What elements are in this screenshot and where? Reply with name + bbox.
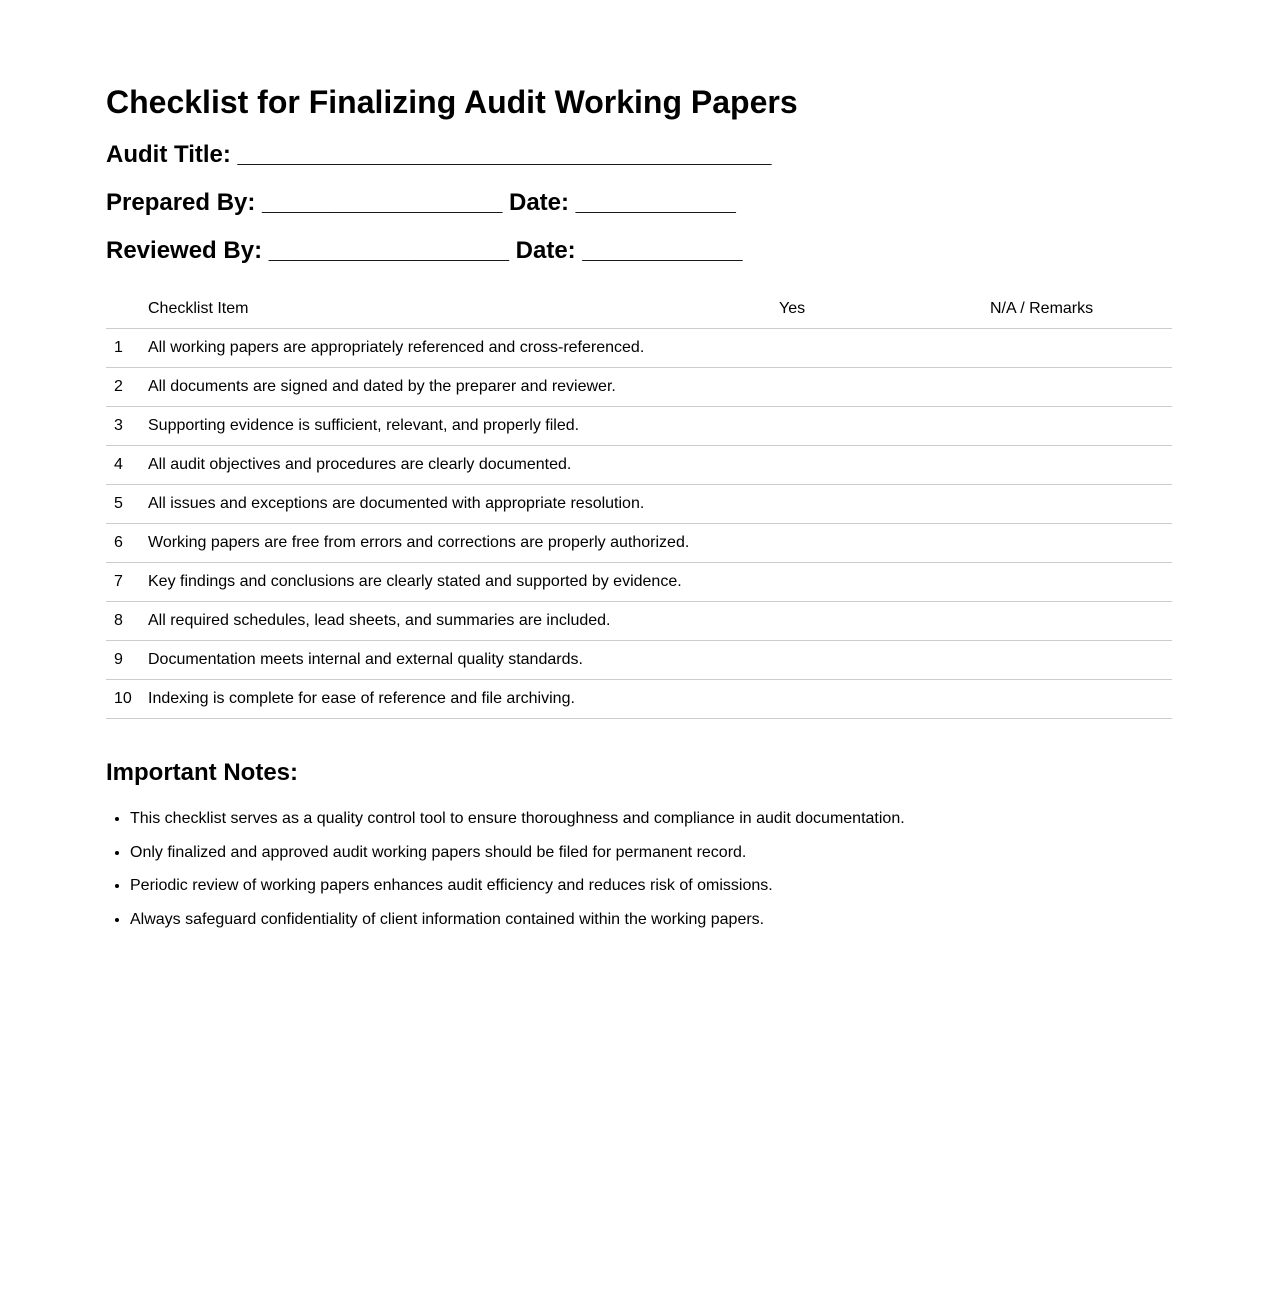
table-row: [106, 368, 1172, 407]
row-yes-cell[interactable]: [779, 329, 990, 368]
row-number: 9: [106, 641, 148, 680]
row-number: 5: [106, 485, 148, 524]
table-header-row: [106, 290, 1172, 329]
row-yes-cell[interactable]: [779, 680, 990, 719]
note-item: • Always safeguard confidentiality of client information contained within the working papers.: [130, 903, 1170, 937]
table-row: [106, 485, 1172, 524]
row-remarks-cell[interactable]: [990, 407, 1172, 446]
checklist-table: [106, 290, 1172, 719]
header-na-remarks: N/A / Remarks: [990, 290, 1172, 329]
table-row: [106, 602, 1172, 641]
row-yes-cell[interactable]: [779, 407, 990, 446]
row-yes-cell[interactable]: [779, 563, 990, 602]
table-row: [106, 680, 1172, 719]
row-item: Key findings and conclusions are clearly stated and supported by evidence.: [148, 563, 779, 602]
row-item: All issues and exceptions are documented with appropriate resolution.: [148, 485, 779, 524]
note-item: • This checklist serves as a quality control tool to ensure thoroughness and compliance in audit documentation.: [130, 802, 1170, 836]
row-remarks-cell[interactable]: [990, 563, 1172, 602]
table-row: [106, 329, 1172, 368]
row-item: All working papers are appropriately referenced and cross-referenced.: [148, 329, 779, 368]
row-number: 7: [106, 563, 148, 602]
row-remarks-cell[interactable]: [990, 485, 1172, 524]
header-number: [106, 290, 148, 329]
row-remarks-cell[interactable]: [990, 602, 1172, 641]
row-item: Indexing is complete for ease of reference and file archiving.: [148, 680, 779, 719]
table-row: [106, 524, 1172, 563]
audit-title-field: Audit Title: ________________________________________: [106, 141, 772, 168]
row-remarks-cell[interactable]: [990, 524, 1172, 563]
row-number: 6: [106, 524, 148, 563]
row-yes-cell[interactable]: [779, 602, 990, 641]
row-item: All documents are signed and dated by the preparer and reviewer.: [148, 368, 779, 407]
prepared-by-field: Prepared By: __________________ Date: ____________: [106, 189, 736, 216]
notes-list: [106, 802, 1170, 936]
checklist-body: [106, 329, 1172, 719]
table-row: [106, 563, 1172, 602]
row-remarks-cell[interactable]: [990, 680, 1172, 719]
row-yes-cell[interactable]: [779, 485, 990, 524]
row-remarks-cell[interactable]: [990, 329, 1172, 368]
row-remarks-cell[interactable]: [990, 368, 1172, 407]
row-item: All required schedules, lead sheets, and summaries are included.: [148, 602, 779, 641]
row-yes-cell[interactable]: [779, 524, 990, 563]
row-yes-cell[interactable]: [779, 368, 990, 407]
notes-heading: Important Notes:: [106, 759, 298, 786]
row-number: 10: [106, 680, 148, 719]
row-remarks-cell[interactable]: [990, 446, 1172, 485]
reviewed-by-field: Reviewed By: __________________ Date: ____________: [106, 237, 743, 264]
row-item: Working papers are free from errors and corrections are properly authorized.: [148, 524, 779, 563]
row-number: 8: [106, 602, 148, 641]
row-number: 1: [106, 329, 148, 368]
row-number: 4: [106, 446, 148, 485]
row-remarks-cell[interactable]: [990, 641, 1172, 680]
note-item: • Only finalized and approved audit working papers should be filed for permanent record.: [130, 836, 1170, 870]
table-row: [106, 407, 1172, 446]
row-number: 3: [106, 407, 148, 446]
table-row: [106, 641, 1172, 680]
note-item: • Periodic review of working papers enhances audit efficiency and reduces risk of omissions.: [130, 869, 1170, 903]
document-title: Checklist for Finalizing Audit Working Papers: [106, 84, 798, 120]
header-checklist-item: Checklist Item: [148, 290, 779, 329]
row-number: 2: [106, 368, 148, 407]
row-item: Supporting evidence is sufficient, relevant, and properly filed.: [148, 407, 779, 446]
header-yes: Yes: [779, 290, 990, 329]
row-yes-cell[interactable]: [779, 641, 990, 680]
row-item: Documentation meets internal and external quality standards.: [148, 641, 779, 680]
row-item: All audit objectives and procedures are clearly documented.: [148, 446, 779, 485]
row-yes-cell[interactable]: [779, 446, 990, 485]
table-row: [106, 446, 1172, 485]
